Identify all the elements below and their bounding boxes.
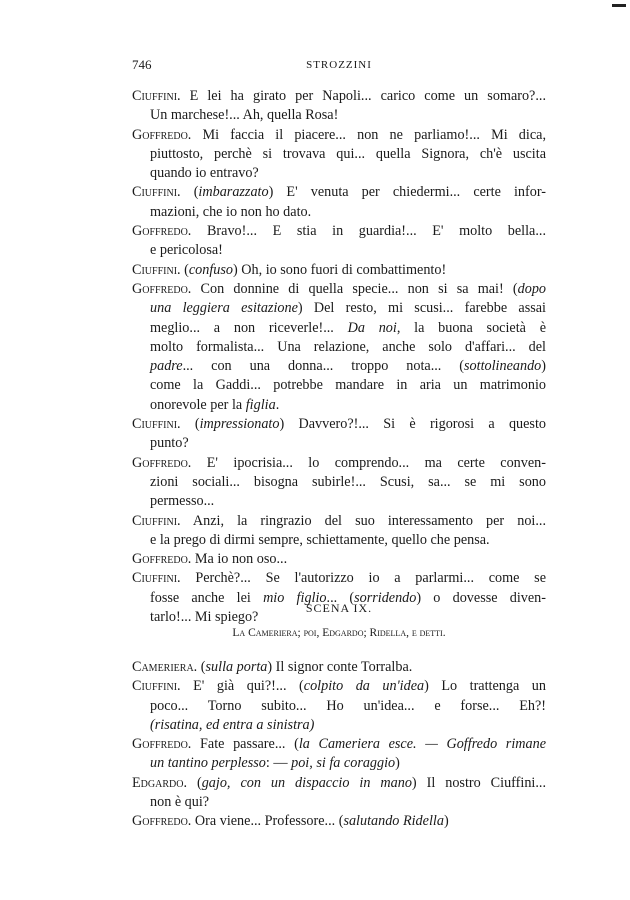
text-line [132,145,546,164]
speaker-name: Goffredo. [132,736,192,753]
stage-direction: mio figlio [263,589,327,606]
speaker-name: Ciuffini. [132,184,181,201]
dialogue-text: ( [193,184,199,201]
speaker-name: Ciuffini. [132,678,181,695]
speaker-name: Ciuffini. [132,416,181,433]
dialogue-text: ( [184,261,189,278]
text-line [132,280,546,299]
dialogue-text: E' ipocrisia... lo comprendo... ma certe conven- [206,454,546,471]
dialogue-text: . [275,396,280,413]
speech [132,126,546,184]
speaker-name: Goffredo. [132,223,192,240]
dialogue-text: , la buona società è [396,319,546,336]
speech [132,550,546,569]
dialogue-text: permesso... [150,493,215,510]
speaker-name: Goffredo. [132,813,192,830]
dialogue-text: Ma io non oso... [194,551,288,568]
dialogue-text: ) Lo trattenga un [424,678,546,695]
dialogue-block-1 [132,87,546,627]
text-line [132,319,546,338]
speaker-name: Ciuffini. [132,88,181,104]
speaker-name: Edgardo. [132,774,187,791]
scene-title: SCENA IX. [305,601,373,615]
dialogue-block-2 [132,658,546,832]
stage-direction: salutando Ridella [343,813,444,830]
dialogue-text: mazioni, che io non ho dato. [150,203,312,220]
dialogue-text: quando io entravo? [150,165,259,182]
speaker-name: Ciuffini. [132,512,181,529]
text-line [132,106,546,125]
dialogue-text: Ora viene... Professore... ( [194,813,344,830]
dialogue-text: poco... Torno subito... Ho un'idea... e forse... Eh?! [150,697,546,714]
text-line [132,677,546,696]
text-line [132,531,546,550]
text-line [132,415,546,434]
dialogue-text: ) [395,755,400,772]
dialogue-text: meglio... a non riceverle!... [150,319,348,336]
dialogue-text: E' già qui?!... ( [193,678,304,695]
dialogue-text: ( [200,659,206,675]
text-line [132,434,546,453]
dialogue-text: fosse anche lei [150,589,264,606]
speech [132,280,546,415]
dialogue-text: Anzi, la ringrazio del suo interessamento per noi... [192,512,546,529]
stage-direction: impressionato [199,416,280,433]
text-line [132,492,546,511]
dialogue-text: Fate passare... ( [200,736,299,753]
text-line [132,550,546,569]
stage-direction: una leggiera esitazione [150,300,298,317]
dialogue-text: ) E' venuta per chiedermi... certe infor- [268,184,546,201]
text-line [132,261,546,280]
dialogue-text: ) [443,813,449,830]
speaker-name: Ciuffini. [132,261,181,278]
dialogue-text: : — [265,755,292,772]
text-line [132,222,546,241]
speech [132,261,546,280]
speaker-name: Goffredo. [132,280,192,297]
dialogue-text: ) Oh, io sono fuori di combattimento! [233,261,447,278]
stage-direction: risatina, ed entra a sinistra [154,716,310,733]
dialogue-text: Mi faccia il piacere... non ne parliamo!... Mi dica, [202,126,546,143]
stage-direction: poi, si fa coraggio [291,755,396,772]
text-line [132,338,546,357]
text-line [132,716,546,735]
speaker-name: Goffredo. [132,454,192,471]
stage-direction: un tantino perplesso [150,755,266,772]
stage-direction: sottolineando [464,358,542,375]
dialogue-text: zioni sociali... bisogna subirle!... Scusi, sa... se mi sono [150,473,546,490]
stage-direction: sorridendo [354,589,417,606]
text-line [132,241,546,260]
speech [132,677,546,735]
dialogue-text: ) [541,358,546,375]
speech [132,415,546,454]
text-line [132,754,546,773]
dialogue-text: E lei ha girato per Napoli... carico come un somaro?... [189,88,546,104]
text-line [132,658,546,677]
dialogue-text: come la Gaddi... potrebbe mandare in aria un matrimonio [150,377,546,394]
dialogue-text: ( [196,774,202,791]
text-line [132,376,546,395]
text-line [132,164,546,183]
stage-direction: sulla porta [205,659,268,675]
speech [132,658,546,677]
stage-direction: gajo, con un dispaccio in mano [201,774,412,791]
stage-direction: colpito da un'idea [303,678,425,695]
text-line [132,357,546,376]
speech [132,774,546,813]
text-line [132,735,546,754]
stage-direction: padre [150,358,183,375]
text-line [132,87,546,106]
stage-direction: la Cameriera esce. — Goffredo rimane [298,736,546,753]
stage-direction: ) [309,716,315,733]
dialogue-text: ( [194,416,200,433]
text-line [132,569,546,588]
speech [132,454,546,512]
scene-cast: La Cameriera; poi, Edgardo; Ridella, e detti. [232,627,446,639]
speech [132,183,546,222]
dialogue-text: onorevole per la [150,396,246,413]
stage-direction: figlia [245,396,276,413]
dialogue-text: e pericolosa! [150,242,223,259]
text-line [132,183,546,202]
stage-direction: imbarazzato [198,184,269,201]
text-line [132,454,546,473]
speaker-name: Goffredo. [132,126,192,143]
dialogue-text: non è qui? [150,794,210,811]
speech [132,735,546,774]
dialogue-text: ) o dovesse diven- [416,589,546,606]
page-header [132,57,546,73]
dialogue-text: ) Del resto, mi scusi... farebbe assai [297,300,546,317]
text-line [132,512,546,531]
speech [132,569,546,627]
text-line [132,396,546,415]
text-line [132,697,546,716]
text-line [132,793,546,812]
dialogue-text: e la prego di dirmi sempre, schiettamente, quello che pensa. [150,531,490,548]
text-line [132,203,546,222]
dialogue-text: punto? [150,435,189,452]
dialogue-text: ) Il nostro Ciuffini... [411,774,546,791]
text-line [132,126,546,145]
dialogue-text: Perchè?... Se l'autorizzo io a parlarmi... come se [195,570,546,587]
page-number: 746 [132,57,152,72]
speech [132,512,546,551]
dialogue-text: tarlo!... Mi spiego? [150,609,259,626]
stage-direction: Da noi [347,319,397,336]
text-line [132,473,546,492]
speech [132,87,546,126]
text-line [132,299,546,318]
dialogue-text: ... ( [326,589,355,606]
stage-direction: ( [150,716,155,733]
dialogue-text: ... con una donna... troppo nota... ( [182,358,465,375]
stage-direction: dopo [517,280,546,297]
dialogue-text: Con donnine di quella specie... non si sa mai! ( [200,280,518,297]
dialogue-text: Un marchese!... Ah, quella Rosa! [150,107,339,124]
dialogue-text: molto formalista... Una relazione, anche solo d'affari... del [150,338,546,355]
text-line [132,774,546,793]
scan-mark [612,4,626,7]
dialogue-text: piuttosto, perchè si trovava qui... quella Signora, ch'è uscita [150,145,546,162]
speaker-name: Cameriera. [132,659,198,675]
speaker-name: Ciuffini. [132,570,181,587]
stage-direction: confuso [188,261,233,278]
running-title: STROZZINI [306,59,372,71]
speech [132,222,546,261]
text-line [132,812,546,831]
speech [132,812,546,831]
speaker-name: Goffredo. [132,551,192,568]
dialogue-text: ) Davvero?!... Si è rigorosi a questo [279,416,546,433]
dialogue-text: Bravo!... E stia in guardia!... E' molto bella... [206,223,546,240]
dialogue-text: ) Il signor conte Torralba. [267,659,413,675]
